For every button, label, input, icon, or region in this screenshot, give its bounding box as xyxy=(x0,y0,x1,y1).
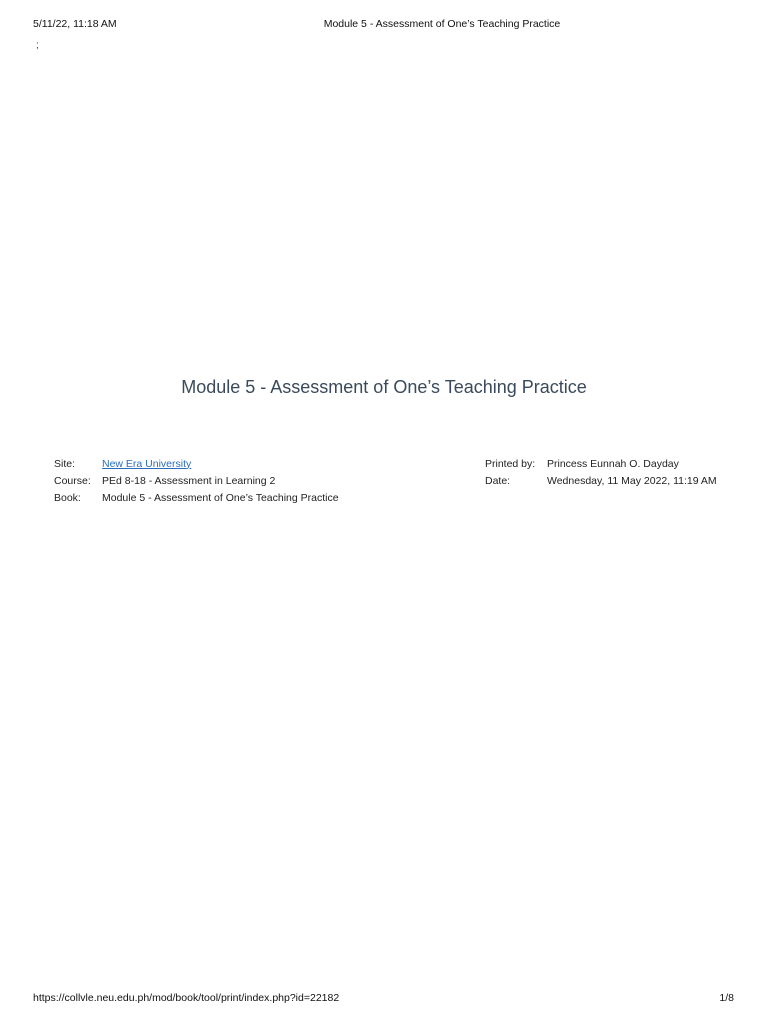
printed-by-label: Printed by: xyxy=(485,457,536,470)
printed-by-value: Princess Eunnah O. Dayday xyxy=(547,457,679,470)
print-footer-url: https://collvle.neu.edu.ph/mod/book/tool/print/index.php?id=22182 xyxy=(33,992,340,1004)
course-row xyxy=(54,472,339,489)
print-header-datetime: 5/11/22, 11:18 AM xyxy=(33,18,117,30)
printed-by-row xyxy=(485,455,717,472)
site-label: Site: xyxy=(54,457,76,470)
print-footer-page-number: 1/8 xyxy=(719,992,734,1004)
book-label: Book: xyxy=(54,491,81,504)
book-info-left xyxy=(54,455,339,506)
course-label: Course: xyxy=(54,474,91,487)
book-row xyxy=(54,489,339,506)
date-row xyxy=(485,472,717,489)
course-value: PEd 8-18 - Assessment in Learning 2 xyxy=(102,474,276,487)
book-info-right xyxy=(485,455,717,489)
date-value: Wednesday, 11 May 2022, 11:19 AM xyxy=(547,474,717,487)
site-row xyxy=(54,455,339,472)
date-label: Date: xyxy=(485,474,511,487)
book-value: Module 5 - Assessment of One’s Teaching Practice xyxy=(102,491,339,504)
site-link[interactable]: New Era University xyxy=(102,457,192,470)
book-title: Module 5 - Assessment of One’s Teaching Practice xyxy=(181,377,587,397)
print-header-title: Module 5 - Assessment of One’s Teaching Practice xyxy=(323,18,561,30)
stray-mark: ; xyxy=(36,40,39,51)
